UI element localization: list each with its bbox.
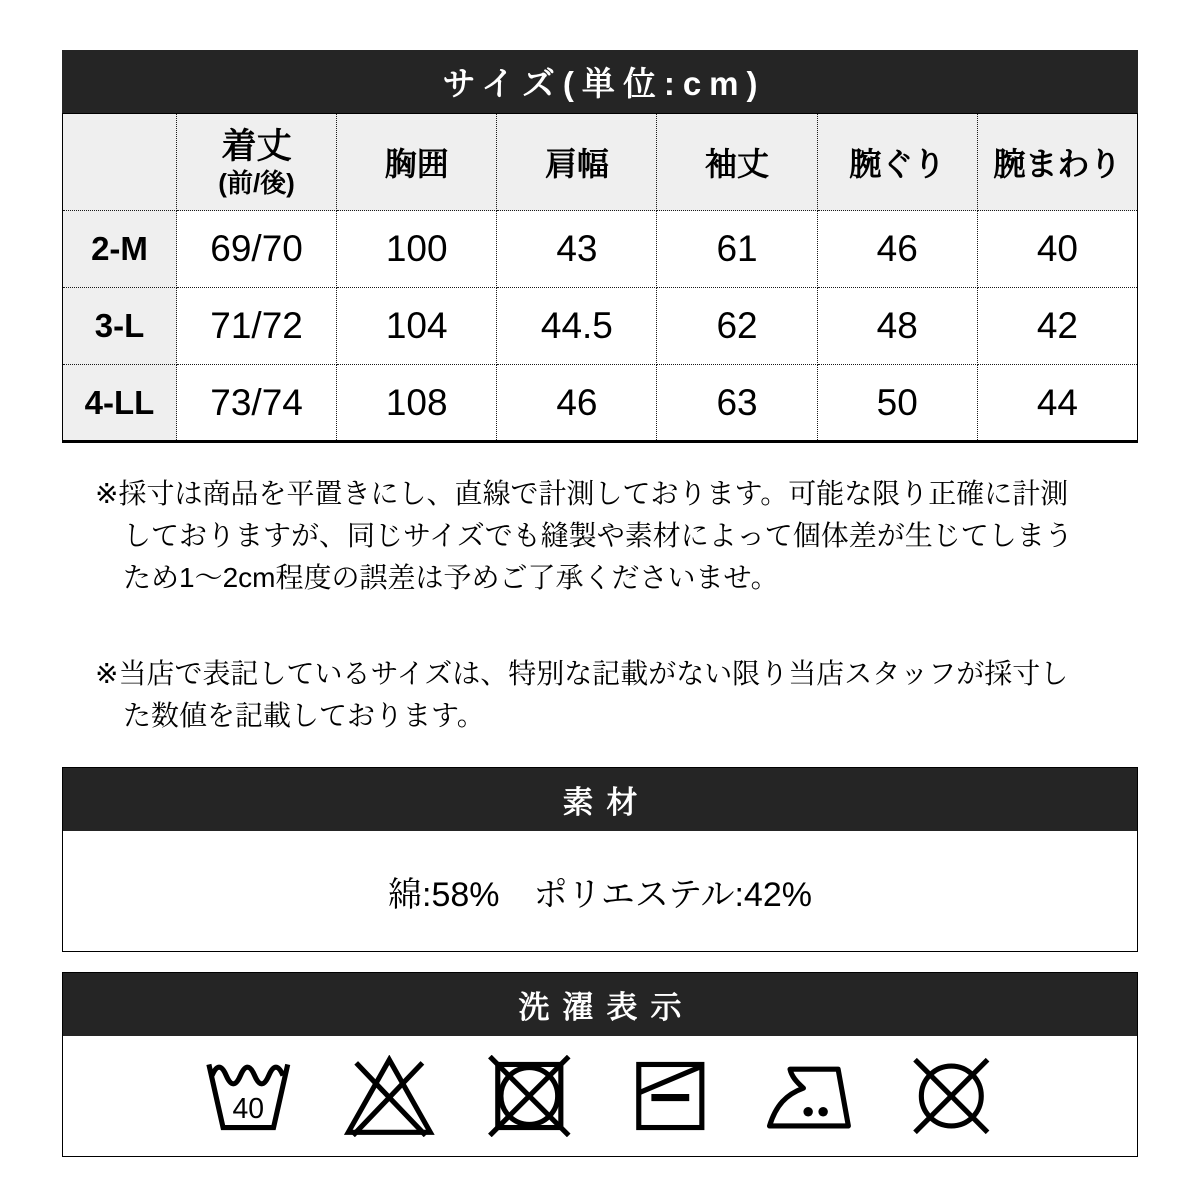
cell-4ll-sleeve: 63 bbox=[657, 365, 817, 442]
cell-2m-armhole: 46 bbox=[817, 211, 977, 288]
measurement-note: ※採寸は商品を平置きにし、直線で計測しております。可能な限り正確に計測しておりますが、同じサイズでも縫製や素材によって個体差が生じてしまうため1〜2cm程度の誤差は予めご了承くださいませ。 bbox=[95, 478, 1073, 593]
care-section-header bbox=[63, 973, 1137, 1036]
cell-4ll-chest: 108 bbox=[337, 365, 497, 442]
col-header-armhole: 腕ぐり bbox=[817, 114, 977, 211]
table-row-3l bbox=[63, 288, 1138, 365]
cell-3l-armhole: 48 bbox=[817, 288, 977, 365]
row-label-4ll: 4-LL bbox=[63, 365, 177, 442]
wash-temperature-label: 40 bbox=[232, 1093, 265, 1126]
cell-4ll-arm-circumference: 44 bbox=[977, 365, 1137, 442]
material-composition: 綿:58% ポリエステル:42% bbox=[388, 875, 812, 914]
cell-2m-chest: 100 bbox=[337, 211, 497, 288]
size-section-title: サイズ(単位:cm) bbox=[442, 65, 766, 102]
material-section-header bbox=[63, 768, 1137, 831]
cell-3l-length: 71/72 bbox=[177, 288, 337, 365]
staff-measurement-note: ※当店で表記しているサイズは、特別な記載がない限り当店スタッフが採寸した数値を記載しております。 bbox=[95, 658, 1069, 731]
dry-flat-in-shade-icon bbox=[623, 1055, 718, 1137]
col-header-arm-circumference: 腕まわり bbox=[977, 114, 1137, 211]
cell-3l-chest: 104 bbox=[337, 288, 497, 365]
care-symbols-row bbox=[63, 1036, 1137, 1156]
iron-medium-icon bbox=[764, 1055, 859, 1137]
cell-3l-shoulder: 44.5 bbox=[497, 288, 657, 365]
care-section bbox=[62, 972, 1138, 1157]
row-label-2m: 2-M bbox=[63, 211, 177, 288]
wash-40-icon bbox=[201, 1055, 296, 1137]
col-header-length-main: 着丈 bbox=[221, 126, 292, 166]
row-label-3l: 3-L bbox=[63, 288, 177, 365]
care-section-title: 洗濯表示 bbox=[518, 990, 695, 1025]
cell-4ll-armhole: 50 bbox=[817, 365, 977, 442]
material-section-title: 素材 bbox=[562, 785, 651, 820]
col-header-chest: 胸囲 bbox=[337, 114, 497, 211]
col-header-sleeve: 袖丈 bbox=[657, 114, 817, 211]
cell-2m-length: 69/70 bbox=[177, 211, 337, 288]
col-header-length-sub: (前/後) bbox=[218, 168, 295, 199]
cell-3l-arm-circumference: 42 bbox=[977, 288, 1137, 365]
no-tumble-dry-icon bbox=[482, 1055, 577, 1137]
table-row-2m bbox=[63, 211, 1138, 288]
notes bbox=[95, 473, 1085, 737]
size-table-corner-cell bbox=[63, 114, 177, 211]
no-bleach-icon bbox=[342, 1055, 437, 1137]
cell-4ll-length: 73/74 bbox=[177, 365, 337, 442]
size-table-header-row bbox=[63, 114, 1138, 211]
no-dry-clean-icon bbox=[904, 1055, 999, 1137]
cell-2m-arm-circumference: 40 bbox=[977, 211, 1137, 288]
col-header-shoulder: 肩幅 bbox=[497, 114, 657, 211]
size-table bbox=[62, 113, 1138, 443]
size-section-header bbox=[62, 50, 1138, 113]
material-section bbox=[62, 767, 1138, 952]
cell-4ll-shoulder: 46 bbox=[497, 365, 657, 442]
col-header-length bbox=[177, 114, 337, 211]
cell-2m-sleeve: 61 bbox=[657, 211, 817, 288]
cell-2m-shoulder: 43 bbox=[497, 211, 657, 288]
size-section bbox=[62, 50, 1138, 443]
material-section-body bbox=[63, 831, 1137, 951]
table-row-4ll bbox=[63, 365, 1138, 442]
cell-3l-sleeve: 62 bbox=[657, 288, 817, 365]
